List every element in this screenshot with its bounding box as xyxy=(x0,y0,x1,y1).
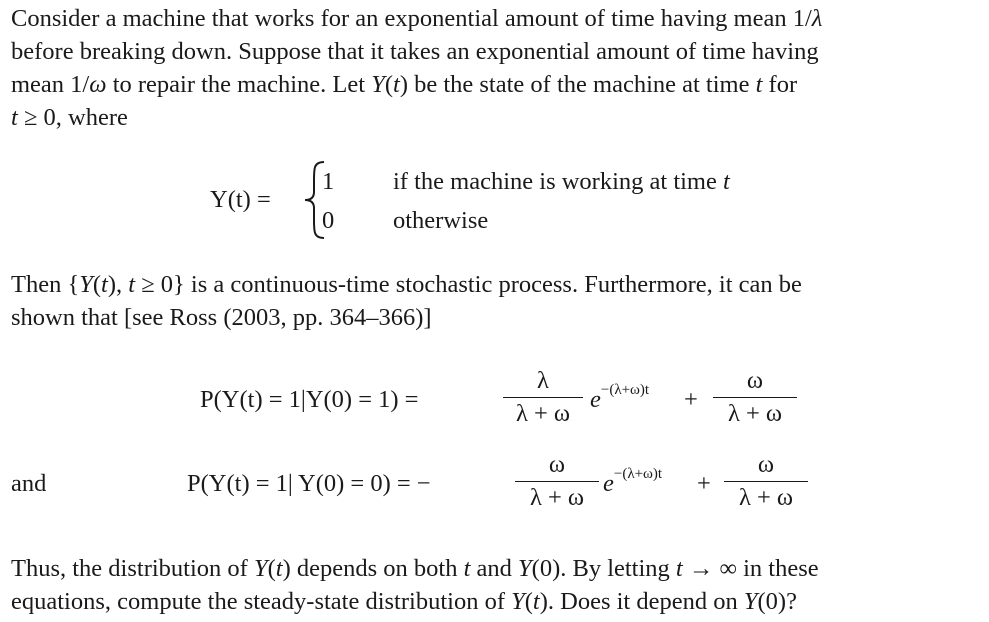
fraction-bar xyxy=(713,397,797,398)
fraction-bar xyxy=(724,481,808,482)
and-label: and xyxy=(11,470,47,497)
conclusion-line-1: Thus, the distribution of Y(t) depends on both t and Y(0). By letting t → ∞ in these xyxy=(11,555,819,582)
intro-line-2: before breaking down. Suppose that it takes an exponential amount of time having xyxy=(11,38,819,65)
equation-2-lhs: P(Y(t) = 1| Y(0) = 0) = − xyxy=(187,470,431,497)
equation-2-exponential: $e^{-(\lambda+\omega)t}$ xyxy=(603,466,663,498)
equation-2-fraction-2 xyxy=(724,450,808,513)
intro-paragraph xyxy=(11,2,981,134)
equation-2-plus: + xyxy=(697,470,711,497)
fraction-numerator: λ xyxy=(537,367,549,394)
intro-line-1: Consider a machine that works for an exponential amount of time having mean 1/λ xyxy=(11,5,823,32)
intro-line-4: t ≥ 0, where xyxy=(11,104,128,131)
fraction-numerator: ω xyxy=(757,451,775,478)
equation-1-fraction-1 xyxy=(503,366,583,429)
case-condition-1: if the machine is working at time t xyxy=(393,168,730,195)
equation-1-plus: + xyxy=(684,386,698,413)
case-value-1: 1 xyxy=(322,168,335,195)
fraction-denominator: λ + ω xyxy=(515,400,571,427)
fraction-bar xyxy=(503,397,583,398)
fraction-numerator: ω xyxy=(746,367,764,394)
fraction-denominator: λ + ω xyxy=(529,484,585,511)
cases-lhs: Y(t) = xyxy=(210,186,271,213)
fraction-numerator: ω xyxy=(548,451,566,478)
equation-1-fraction-2 xyxy=(713,366,797,429)
fraction-denominator: λ + ω xyxy=(738,484,794,511)
equation-1-lhs: P(Y(t) = 1|Y(0) = 1) = xyxy=(200,386,419,413)
conclusion-line-2: equations, compute the steady-state distribution of Y(t). Does it depend on Y(0)? xyxy=(11,588,797,615)
equation-1-exponential: $e^{-(\lambda+\omega)t}$ xyxy=(590,382,650,414)
conclusion-paragraph xyxy=(11,552,981,618)
middle-line-2: shown that [see Ross (2003, pp. 364–366)] xyxy=(11,304,432,331)
intro-line-3: mean 1/ω to repair the machine. Let Y(t) be the state of the machine at time t for xyxy=(11,71,798,98)
fraction-denominator: λ + ω xyxy=(727,400,783,427)
equation-2-fraction-1 xyxy=(515,450,599,513)
case-condition-0: otherwise xyxy=(393,207,489,234)
middle-paragraph xyxy=(11,268,981,334)
fraction-bar xyxy=(515,481,599,482)
case-value-0: 0 xyxy=(322,207,335,234)
middle-line-1: Then {Y(t), t ≥ 0} is a continuous-time stochastic process. Furthermore, it can be xyxy=(11,271,802,298)
